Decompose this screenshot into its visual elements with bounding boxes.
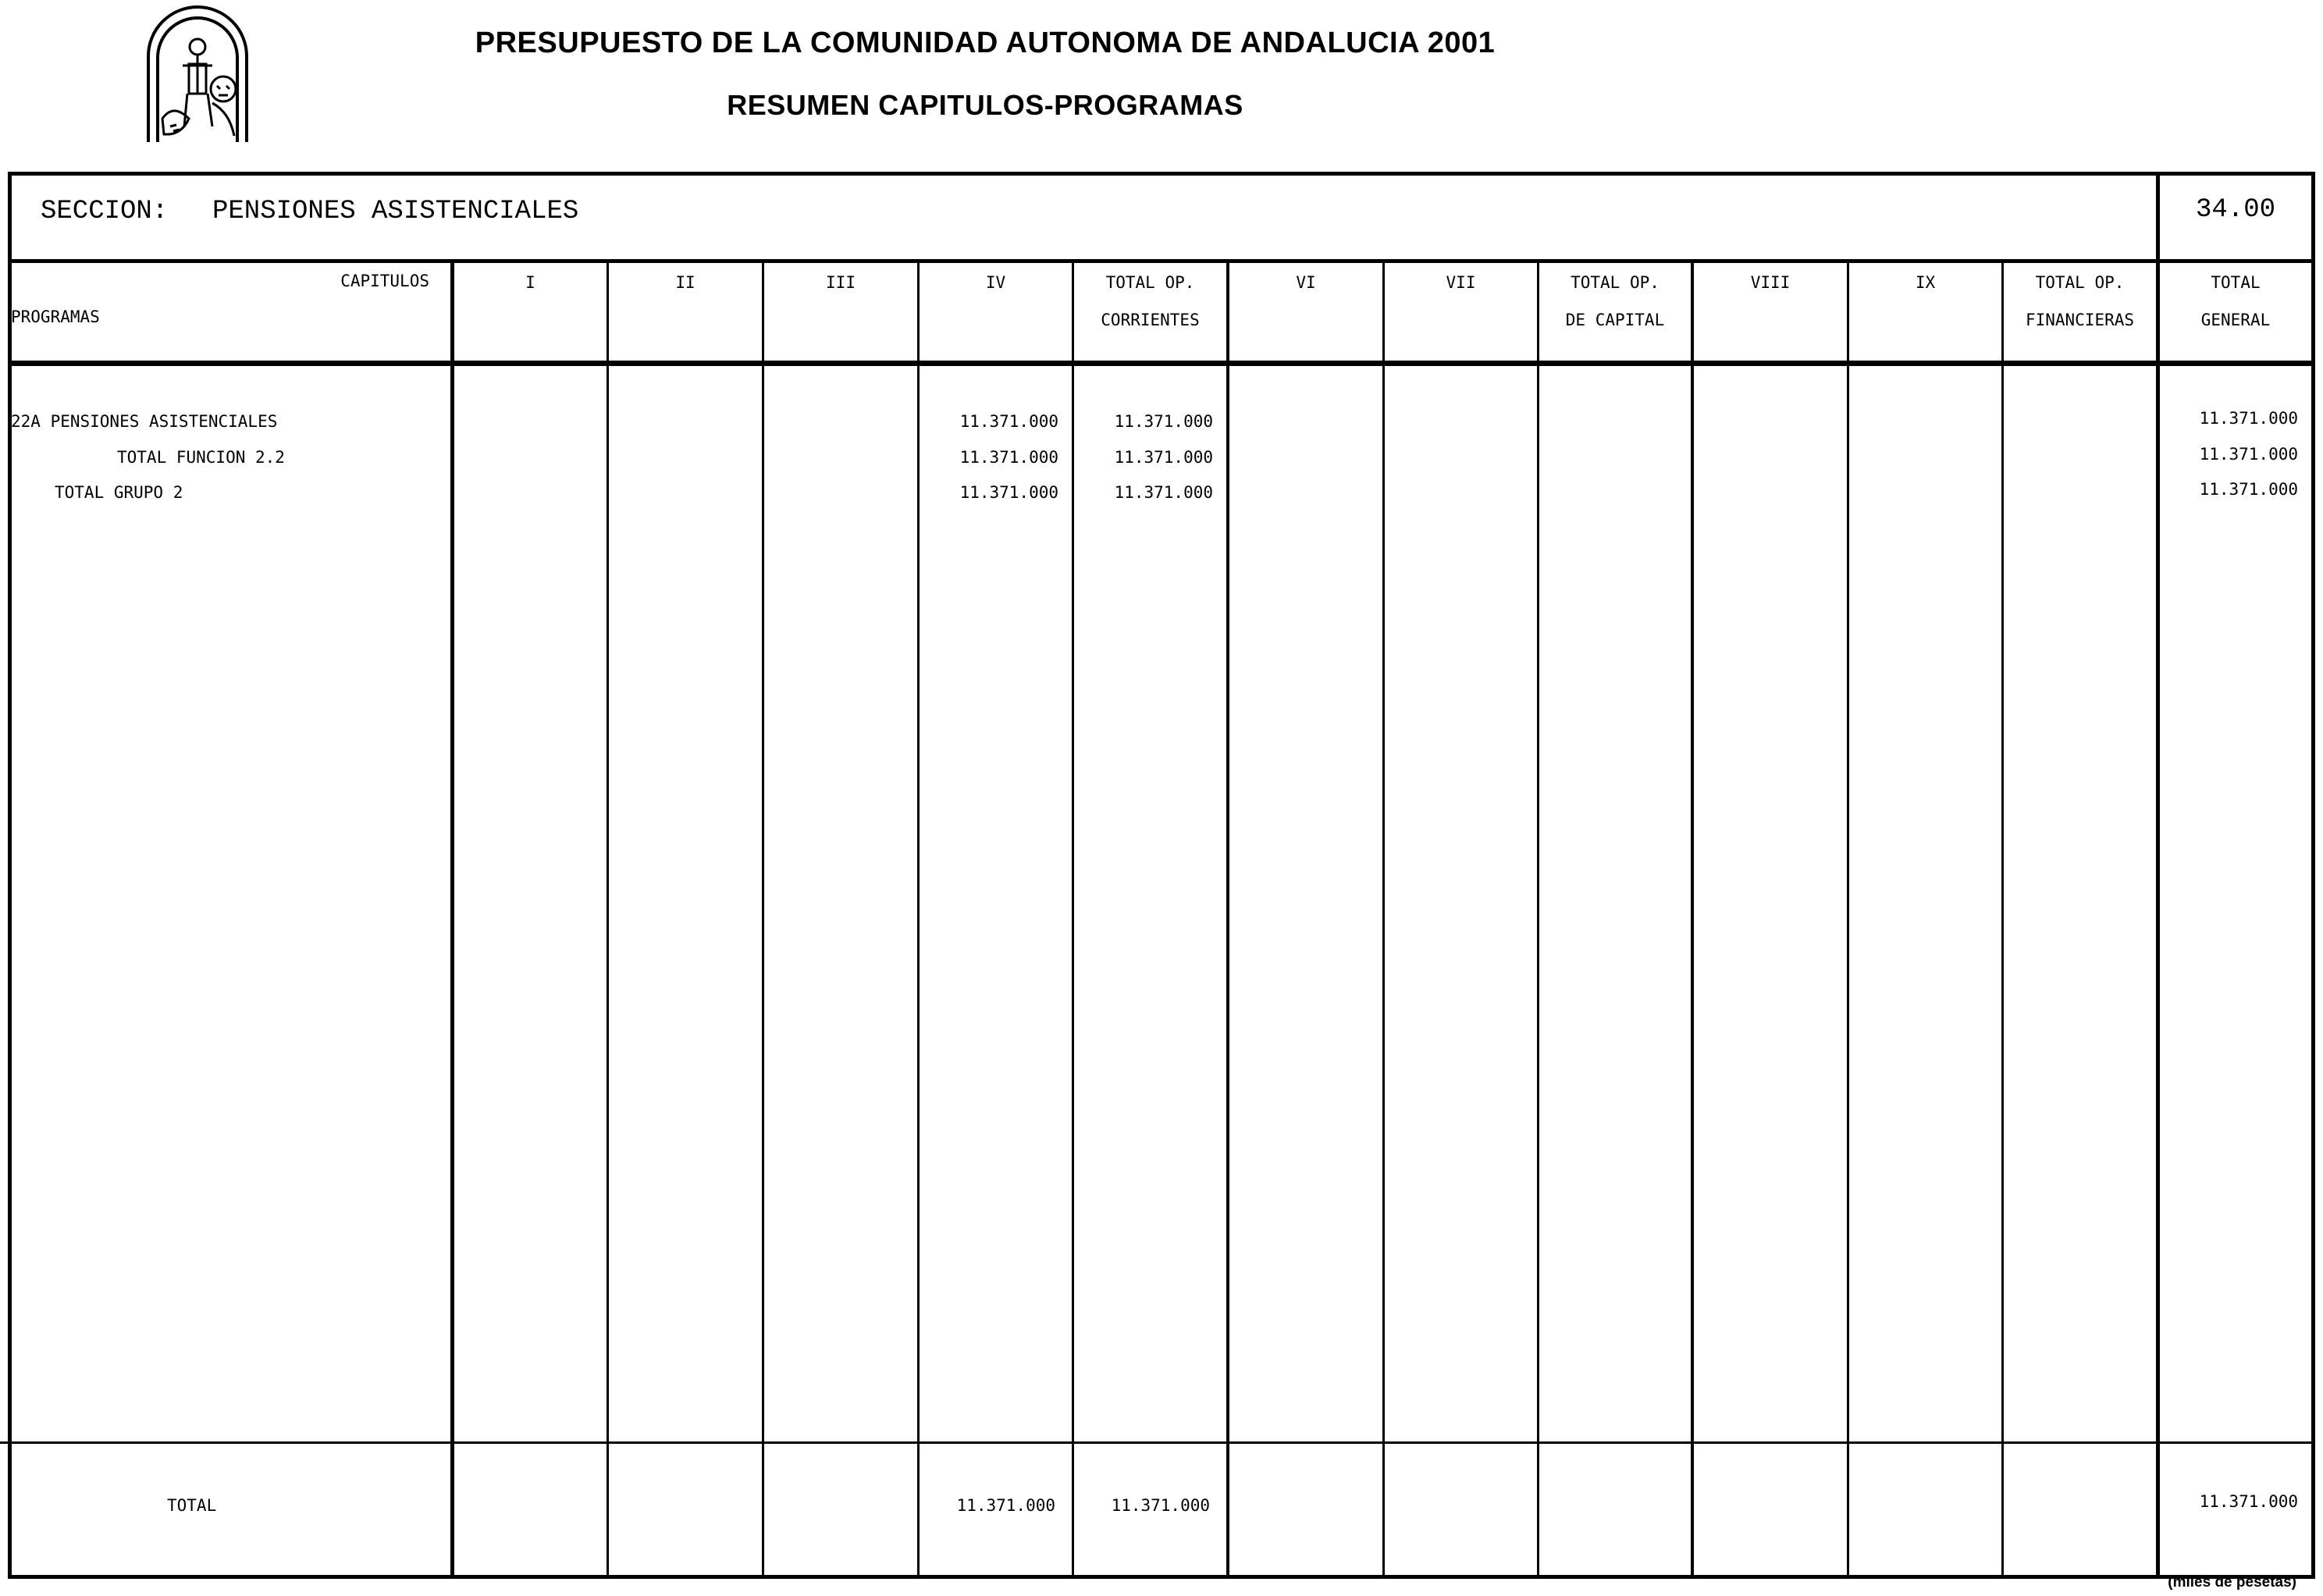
budget-table-frame <box>8 172 2315 1579</box>
col-header-vii <box>1385 264 1537 301</box>
section-row-divider <box>8 259 2315 263</box>
col-header-line1: IV <box>985 273 1006 292</box>
col-header-line1: VII <box>1446 273 1476 292</box>
cell-total-general: 11.371.000 <box>2199 480 2298 499</box>
cell-iv: 11.371.000 <box>959 448 1058 467</box>
col-header-total-corrientes <box>1074 264 1226 339</box>
total-row-label: TOTAL <box>167 1496 217 1515</box>
row-label: 22A PENSIONES ASISTENCIALES <box>11 412 278 431</box>
total-cell-total-corrientes: 11.371.000 <box>1111 1496 1210 1515</box>
col-header-line1: VI <box>1296 273 1316 292</box>
column-divider-i <box>607 261 609 1579</box>
total-row-divider <box>0 1441 2315 1444</box>
column-divider-iii <box>917 261 920 1579</box>
column-divider-iv <box>1072 261 1074 1579</box>
document-subtitle: RESUMEN CAPITULOS-PROGRAMAS <box>727 89 1243 121</box>
col-header-total-general <box>2160 264 2311 339</box>
col-header-line2: DE CAPITAL <box>1565 311 1665 329</box>
document-title: PRESUPUESTO DE LA COMUNIDAD AUTONOMA DE ANDALUCIA 2001 <box>475 27 1496 59</box>
cell-total-corrientes: 11.371.000 <box>1114 448 1213 467</box>
total-cell-iv: 11.371.000 <box>956 1496 1055 1515</box>
col-header-vi <box>1229 264 1382 301</box>
col-header-line1: III <box>826 273 856 292</box>
col-header-line2: CORRIENTES <box>1101 311 1200 329</box>
col-header-line2: FINANCIERAS <box>2025 311 2135 329</box>
col-header-line1: TOTAL OP. <box>1571 273 1660 292</box>
section-code: 34.00 <box>2195 195 2276 225</box>
col-header-line1: VIII <box>1750 273 1791 292</box>
column-divider-ii <box>762 261 764 1579</box>
column-divider-ix <box>2001 261 2004 1579</box>
cell-total-corrientes: 11.371.000 <box>1114 483 1213 502</box>
col-header-ix <box>1849 264 2001 301</box>
col-header-line1: II <box>675 273 695 292</box>
total-cell-total-general: 11.371.000 <box>2199 1492 2298 1511</box>
col-header-line1: TOTAL OP. <box>2035 273 2125 292</box>
column-divider-vi <box>1382 261 1385 1579</box>
row-label: TOTAL GRUPO 2 <box>55 483 183 502</box>
column-divider-total-capital <box>1691 261 1694 1579</box>
col-header-viii <box>1694 264 1847 301</box>
col-header-i <box>454 264 607 301</box>
programas-header-label: PROGRAMAS <box>11 307 100 326</box>
cell-iv: 11.371.000 <box>959 412 1058 431</box>
capitulos-header-label: CAPITULOS <box>340 272 429 290</box>
header-row-divider <box>8 361 2315 366</box>
col-header-line1: IX <box>1915 273 1936 292</box>
junta-andalucia-emblem-icon <box>142 2 253 150</box>
column-divider-viii <box>1847 261 1849 1579</box>
col-header-line1: TOTAL OP. <box>1105 273 1195 292</box>
section-name: PENSIONES ASISTENCIALES <box>212 197 579 226</box>
col-header-line1: I <box>525 273 535 292</box>
col-header-total-financieras <box>2004 264 2156 339</box>
column-divider-total-corrientes <box>1226 261 1229 1579</box>
row-label: TOTAL FUNCION 2.2 <box>117 448 285 467</box>
units-footnote: (miles de pesetas) <box>2168 1574 2296 1591</box>
col-header-iii <box>764 264 917 301</box>
col-header-line2: GENERAL <box>2200 311 2271 329</box>
col-header-total-capital <box>1539 264 1691 339</box>
column-divider-total-financieras <box>2156 172 2160 1579</box>
col-header-line1: TOTAL <box>2211 273 2261 292</box>
section-label: SECCION: <box>41 197 169 226</box>
col-header-iv <box>920 264 1072 301</box>
column-divider-programas <box>450 261 454 1579</box>
column-divider-vii <box>1537 261 1539 1579</box>
cell-iv: 11.371.000 <box>959 483 1058 502</box>
cell-total-general: 11.371.000 <box>2199 409 2298 428</box>
col-header-ii <box>609 264 762 301</box>
cell-total-general: 11.371.000 <box>2199 445 2298 464</box>
cell-total-corrientes: 11.371.000 <box>1114 412 1213 431</box>
